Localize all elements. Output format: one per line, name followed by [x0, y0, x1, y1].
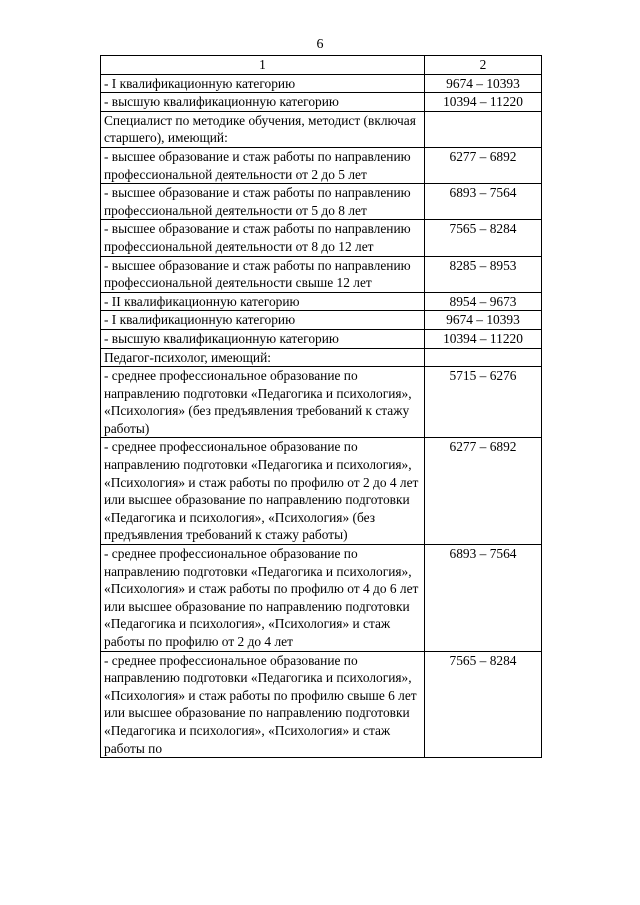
table-row	[101, 93, 542, 112]
salary-range-cell: 10394 – 11220	[425, 329, 542, 348]
salary-table	[100, 55, 542, 758]
table-row	[101, 220, 542, 256]
position-cell: - высшую квалификационную категорию	[101, 93, 425, 112]
table-row	[101, 651, 542, 758]
column-header-2: 2	[425, 56, 542, 75]
table-row	[101, 74, 542, 93]
salary-range-cell: 8954 – 9673	[425, 292, 542, 311]
position-cell: - среднее профессиональное образование по направлению подготовки «Педагогика и психология», «Психология» и стаж работы по профилю от 4 до 6 лет или высшее образование по направлению подготовки «Педагогика и психология», «Психология» и стаж работы по профилю от 2 до 4 лет	[101, 545, 425, 652]
table-row	[101, 438, 542, 545]
table-header-row	[101, 56, 542, 75]
position-cell: - II квалификационную категорию	[101, 292, 425, 311]
position-cell: - I квалификационную категорию	[101, 74, 425, 93]
salary-range-cell	[425, 111, 542, 147]
salary-range-cell: 7565 – 8284	[425, 651, 542, 758]
table-row	[101, 348, 542, 367]
table-row	[101, 545, 542, 652]
position-cell: Педагог-психолог, имеющий:	[101, 348, 425, 367]
salary-range-cell	[425, 348, 542, 367]
position-cell: - высшее образование и стаж работы по направлению профессиональной деятельности от 2 до 5 лет	[101, 147, 425, 183]
table-row	[101, 329, 542, 348]
table-row	[101, 292, 542, 311]
table-row	[101, 184, 542, 220]
salary-range-cell: 5715 – 6276	[425, 367, 542, 438]
salary-range-cell: 7565 – 8284	[425, 220, 542, 256]
table-row	[101, 367, 542, 438]
position-cell: - высшую квалификационную категорию	[101, 329, 425, 348]
position-cell: - среднее профессиональное образование по направлению подготовки «Педагогика и психология», «Психология» (без предъявления требований к стажу работы)	[101, 367, 425, 438]
salary-range-cell: 9674 – 10393	[425, 74, 542, 93]
position-cell: - среднее профессиональное образование по направлению подготовки «Педагогика и психология», «Психология» и стаж работы по профилю от 2 до 4 лет или высшее образование по направлению подготовки «Педагогика и психология», «Психология» (без предъявления требований к стажу работы)	[101, 438, 425, 545]
salary-range-cell: 8285 – 8953	[425, 256, 542, 292]
position-cell: - высшее образование и стаж работы по направлению профессиональной деятельности от 8 до 12 лет	[101, 220, 425, 256]
table-row	[101, 111, 542, 147]
position-cell: Специалист по методике обучения, методист (включая старшего), имеющий:	[101, 111, 425, 147]
position-cell: - высшее образование и стаж работы по направлению профессиональной деятельности от 5 до 8 лет	[101, 184, 425, 220]
position-cell: - высшее образование и стаж работы по направлению профессиональной деятельности свыше 12 лет	[101, 256, 425, 292]
salary-range-cell: 6277 – 6892	[425, 438, 542, 545]
position-cell: - среднее профессиональное образование по направлению подготовки «Педагогика и психология», «Психология» и стаж работы по профилю свыше 6 лет или высшее образование по направлению подготовки «Педагогика и психология», «Психология» и стаж работы по	[101, 651, 425, 758]
salary-range-cell: 9674 – 10393	[425, 311, 542, 330]
salary-range-cell: 6277 – 6892	[425, 147, 542, 183]
salary-range-cell: 10394 – 11220	[425, 93, 542, 112]
table-row	[101, 311, 542, 330]
page-number: 6	[316, 37, 324, 52]
position-cell: - I квалификационную категорию	[101, 311, 425, 330]
salary-range-cell: 6893 – 7564	[425, 545, 542, 652]
salary-range-cell: 6893 – 7564	[425, 184, 542, 220]
table-row	[101, 256, 542, 292]
table-row	[101, 147, 542, 183]
column-header-1: 1	[101, 56, 425, 75]
